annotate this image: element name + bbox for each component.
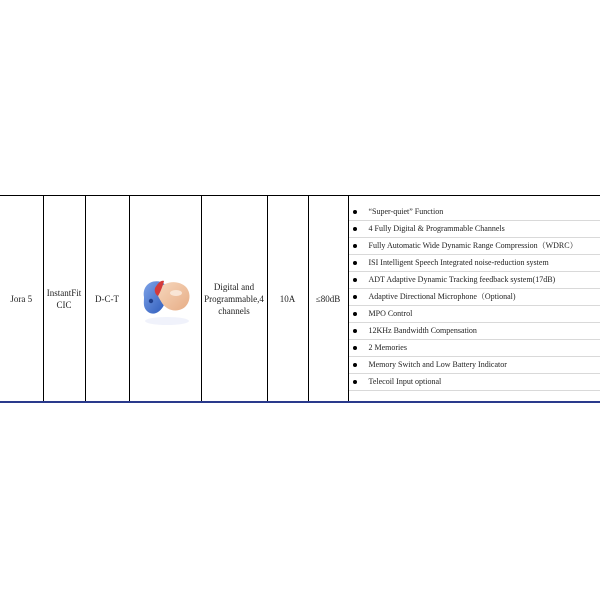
bullet-icon	[353, 380, 357, 384]
style-cell	[85, 196, 129, 403]
feature-item	[349, 340, 600, 357]
bullet-icon	[353, 227, 357, 231]
feature-text: 4 Fully Digital & Programmable Channels	[368, 224, 505, 233]
feature-text: Fully Automatic Wide Dynamic Range Compression（WDRC）	[368, 241, 578, 250]
feature-item	[349, 374, 600, 391]
battery-size: 10A	[279, 293, 296, 304]
feature-item	[349, 255, 600, 272]
feature-text: ADT Adaptive Dynamic Tracking feedback system(17dB)	[368, 275, 556, 284]
type-cell	[43, 196, 85, 403]
model-cell	[0, 196, 43, 403]
feature-item	[349, 272, 600, 289]
product-spec-table	[0, 195, 600, 403]
gain-value: ≤80dB	[315, 293, 341, 304]
bullet-icon	[353, 363, 357, 367]
model-name: Jora 5	[10, 293, 33, 304]
feature-text: MPO Control	[368, 309, 413, 318]
feature-item	[349, 289, 600, 306]
feature-text: ISI Intelligent Speech Integrated noise-reduction system	[368, 258, 549, 267]
bullet-icon	[353, 295, 357, 299]
feature-item	[349, 323, 600, 340]
feature-item	[349, 306, 600, 323]
feature-text: Adaptive Directional Microphone（Optional)	[368, 292, 516, 301]
gain-cell	[308, 196, 348, 403]
feature-list	[349, 204, 600, 391]
feature-text: “Super-quiet” Function	[368, 207, 444, 216]
bullet-icon	[353, 261, 357, 265]
bullet-icon	[353, 278, 357, 282]
feature-text: Memory Switch and Low Battery Indicator	[368, 360, 507, 369]
product-style: D-C-T	[95, 293, 119, 304]
bullet-icon	[353, 312, 357, 316]
bullet-icon	[353, 329, 357, 333]
feature-text: 12KHz Bandwidth Compensation	[368, 326, 477, 335]
battery-cell	[267, 196, 308, 403]
bullet-icon	[353, 210, 357, 214]
feature-item	[349, 204, 600, 221]
feature-item	[349, 238, 600, 255]
image-cell	[129, 196, 201, 403]
hearing-aid-image	[134, 271, 196, 327]
feature-text: 2 Memories	[368, 343, 407, 352]
feature-item	[349, 357, 600, 374]
bullet-icon	[353, 346, 357, 350]
product-row	[0, 196, 600, 403]
technology-text: Digital and Programmable,4 channels	[204, 281, 264, 316]
feature-text: Telecoil Input optional	[368, 377, 442, 386]
product-type: InstantFit CIC	[46, 287, 82, 310]
feature-item	[349, 221, 600, 238]
features-cell	[348, 196, 600, 403]
bullet-icon	[353, 244, 357, 248]
technology-cell	[201, 196, 267, 403]
